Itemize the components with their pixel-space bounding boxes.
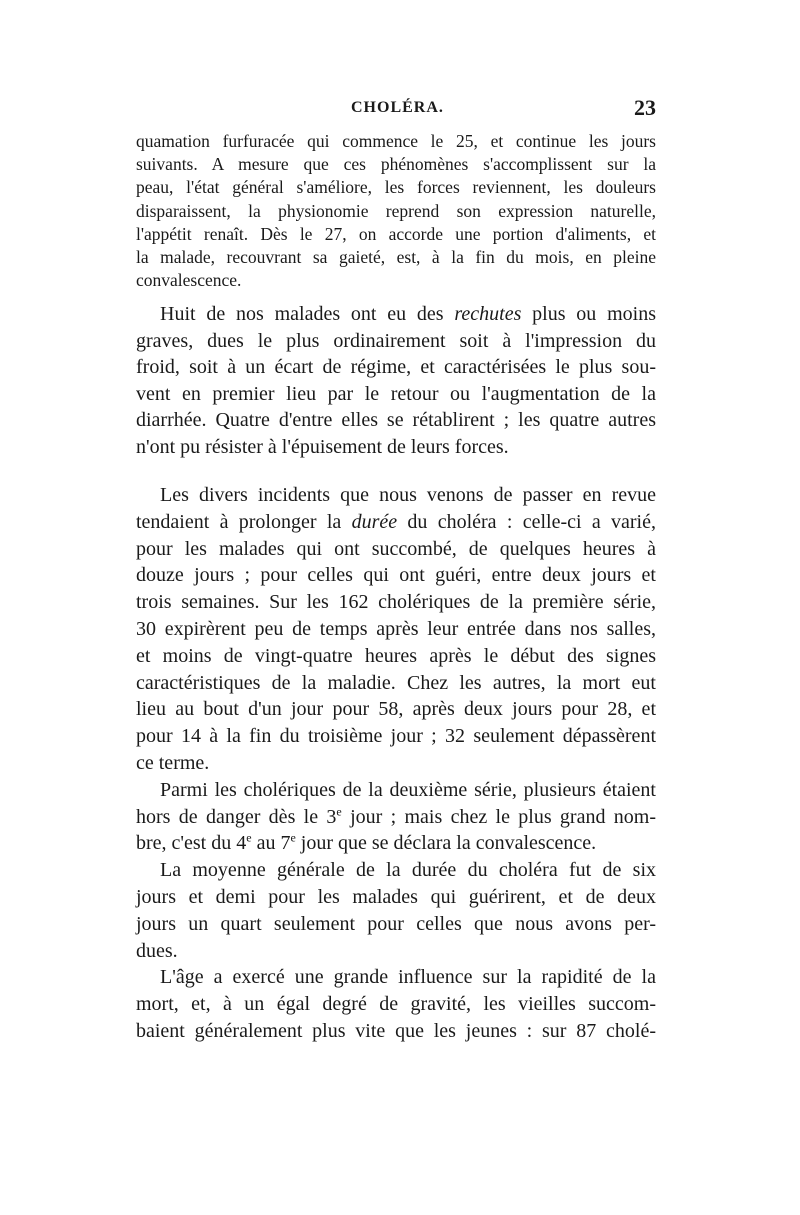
text-line: trois semaines. Sur les 162 cholériques de la première série,: [136, 591, 656, 614]
text-line: douze jours ; pour celles qui ont guéri, entre deux jours et: [136, 564, 656, 587]
text-line: hors de danger dès le 3e jour ; mais chez le plus grand nom-: [136, 803, 656, 828]
text-line: pour les malades qui ont succombé, de quelques heures à: [136, 537, 656, 560]
text-line: Les divers incidents que nous venons de passer en revue: [160, 484, 656, 506]
page-header: [136, 95, 656, 125]
text-line: bre, c'est du 4e au 7e jour que se déclara la convalescence.: [136, 830, 597, 855]
text-segment: plus ou moins: [521, 303, 656, 325]
text-line: L'âge a exercé une grande influence sur la rapidité de la: [160, 966, 656, 989]
text-line: quamation furfuracée qui commence le 25, et continue les jours: [136, 131, 656, 151]
page-number: 23: [634, 95, 656, 120]
text-line: lieu au bout d'un jour pour 58, après deux jours pour 28, et: [136, 698, 656, 721]
text-line: l'appétit renaît. Dès le 27, on accorde une portion d'aliments, et: [136, 223, 656, 244]
italic-term-rechutes: rechutes: [454, 303, 522, 325]
text-line: convalescence.: [136, 270, 242, 291]
text-line: dues.: [136, 939, 178, 962]
text-segment: du choléra : celle-ci a varié,: [397, 510, 656, 533]
paragraph-rechutes: [136, 301, 656, 460]
text-segment: tendaient à prolonger la: [136, 510, 352, 533]
text-line: [136, 509, 656, 536]
paragraph-desquamation: [136, 130, 656, 292]
text-line: ce terme.: [136, 751, 210, 774]
text-line: 30 expirèrent peu de temps après leur entrée dans nos salles,: [136, 617, 656, 640]
text-line: diarrhée. Quatre d'entre elles se rétablirent ; les quatre autres: [136, 409, 656, 431]
italic-term-duree: durée: [351, 510, 398, 533]
text-segment: Huit de nos malades ont eu des: [160, 303, 455, 325]
paragraphs-duree-age: [136, 482, 656, 1045]
text-line: vent en premier lieu par le retour ou l'augmentation de la: [136, 382, 656, 405]
text-line: froid, soit à un écart de régime, et caractérisées le plus sou-: [136, 356, 656, 378]
text-line: suivants. A mesure que ces phénomènes s'accomplissent sur la: [136, 154, 656, 175]
text-line: la malade, recouvrant sa gaieté, est, à la fin du mois, en pleine: [136, 247, 656, 268]
text-line: et moins de vingt-quatre heures après le début des signes: [136, 644, 656, 667]
text-line: La moyenne générale de la durée du choléra fut de six: [160, 859, 656, 882]
text-line: baient généralement plus vite que les jeunes : sur 87 cholé-: [136, 1019, 656, 1042]
text-line: mort, et, à un égal degré de gravité, les vieilles succom-: [136, 993, 656, 1016]
running-title: CHOLÉRA.: [351, 99, 444, 116]
text-line: [136, 301, 656, 328]
text-line: disparaissent, la physionomie reprend son expression naturelle,: [136, 200, 656, 221]
text-line: jours un quart seulement pour celles que nous avons per-: [136, 912, 656, 935]
text-line: graves, dues le plus ordinairement soit à l'impression du: [136, 329, 656, 352]
text-line: Parmi les cholériques de la deuxième série, plusieurs étaient: [160, 778, 656, 801]
text-line: n'ont pu résister à l'épuisement de leurs forces.: [136, 435, 509, 458]
text-line: caractéristiques de la maladie. Chez les autres, la mort eut: [136, 671, 656, 694]
text-line: peau, l'état général s'améliore, les forces reviennent, les douleurs: [136, 177, 656, 198]
text-line: jours et demi pour les malades qui guérirent, et de deux: [136, 885, 656, 908]
text-line: pour 14 à la fin du troisième jour ; 32 seulement dépassèrent: [136, 725, 656, 748]
